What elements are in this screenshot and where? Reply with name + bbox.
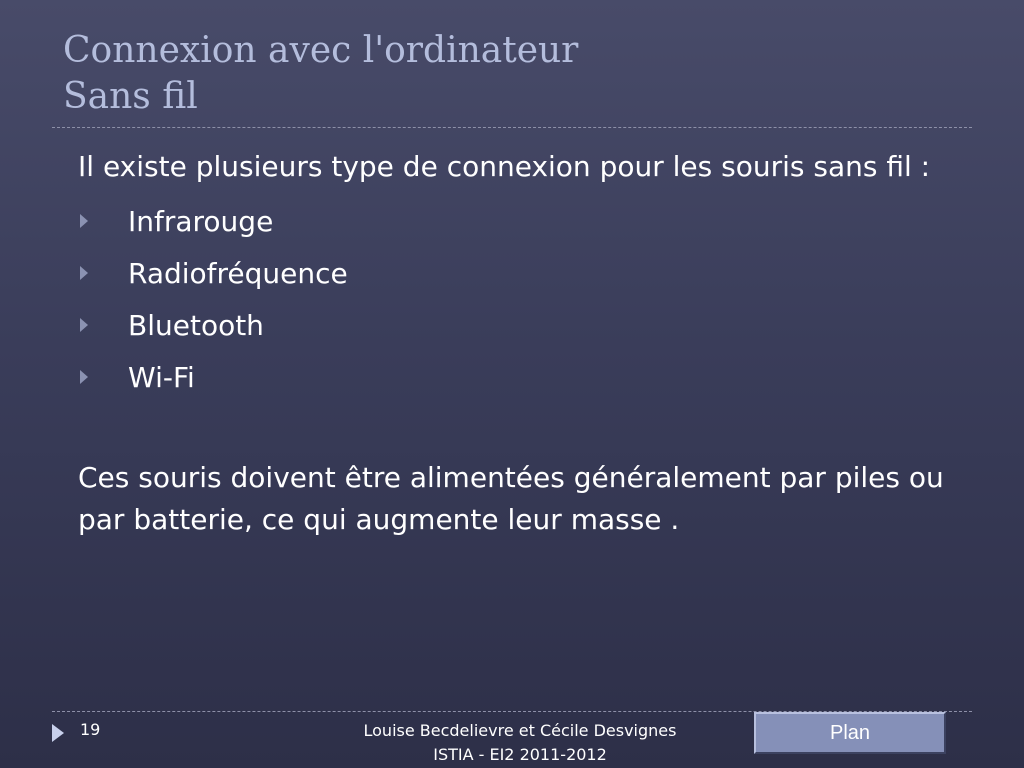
slide-content — [78, 146, 958, 541]
triangle-right-icon — [80, 266, 88, 280]
slide-title-line-1: Connexion avec l'ordinateur — [63, 30, 579, 71]
triangle-right-icon — [80, 214, 88, 228]
list-item — [78, 299, 958, 351]
bullet-label: Infrarouge — [128, 204, 274, 238]
bullet-label: Wi-Fi — [128, 360, 195, 394]
bullet-label: Radiofréquence — [128, 256, 348, 290]
slide-number: 19 — [80, 720, 101, 739]
list-item — [78, 247, 958, 299]
list-item — [78, 195, 958, 247]
slide-title-line-2: Sans fil — [63, 76, 198, 117]
slide-title — [63, 28, 578, 120]
bullet-list — [78, 195, 958, 403]
play-arrow-icon — [52, 724, 64, 742]
credits-authors: Louise Becdelievre et Cécile Desvignes — [363, 721, 677, 740]
list-item — [78, 351, 958, 403]
intro-text: Il existe plusieurs type de connexion pour les souris sans fil : — [78, 150, 931, 183]
triangle-right-icon — [80, 318, 88, 332]
footer-credits — [330, 719, 710, 767]
plan-button[interactable]: Plan — [754, 712, 946, 754]
credits-school: ISTIA - EI2 2011-2012 — [433, 745, 607, 764]
conclusion-text: Ces souris doivent être alimentées généralement par piles ou par batterie, ce qui augmente leur masse . — [78, 461, 944, 536]
title-divider — [52, 127, 972, 128]
bullet-label: Bluetooth — [128, 308, 264, 342]
triangle-right-icon — [80, 370, 88, 384]
